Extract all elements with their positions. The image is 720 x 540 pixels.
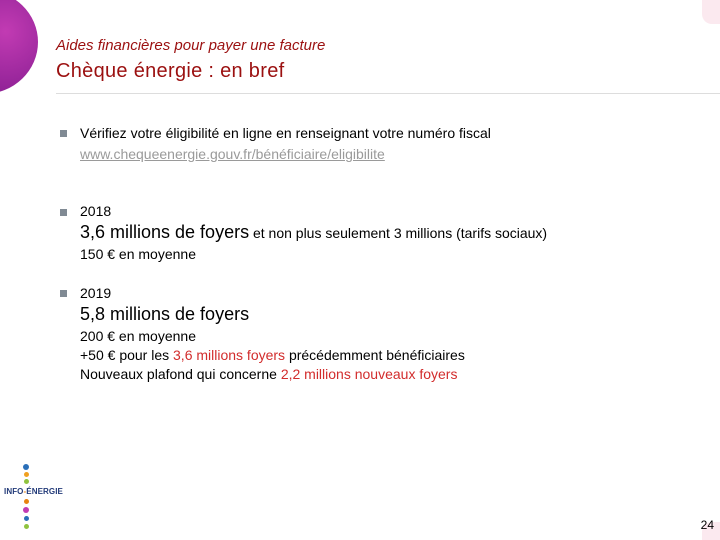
households-2018 [80, 222, 547, 243]
year-2018: 2018 [80, 203, 112, 219]
households-2018-headline: 3,6 millions de foyers [80, 222, 250, 242]
households-2018-suffix: et non plus seulement 3 millions (tarifs sociaux) [249, 225, 548, 241]
average-2018: 150 € en moyenne [80, 246, 196, 262]
households-2019-headline: 5,8 millions de foyers [80, 304, 250, 324]
logo-dot [24, 472, 29, 477]
bullet-marker [60, 290, 67, 297]
bullet-marker [60, 209, 67, 216]
page-number: 24 [700, 518, 714, 532]
average-2019: 200 € en moyenne [80, 328, 196, 344]
bullet-marker [60, 130, 67, 137]
corner-decoration-right [702, 0, 720, 24]
slide-subtitle: Aides financières pour payer une facture [56, 37, 326, 54]
logo-text: INFO-ÉNERGIE [4, 487, 63, 496]
eligibility-link[interactable]: www.chequeenergie.gouv.fr/bénéficiaire/eligibilite [80, 146, 385, 162]
increase-line [80, 347, 465, 363]
logo-dot [24, 516, 29, 521]
divider [56, 93, 720, 94]
ceiling-highlight: 2,2 millions nouveaux foyers [280, 366, 458, 382]
ceiling-line [80, 366, 457, 382]
logo-dot [23, 464, 29, 470]
info-energie-logo [4, 464, 68, 532]
logo-dot [23, 507, 29, 513]
ceiling-pre: Nouveaux plafond qui concerne [80, 366, 281, 382]
year-2019: 2019 [80, 285, 112, 301]
corner-decoration [0, 0, 38, 94]
logo-dot [24, 479, 29, 484]
logo-dot [24, 524, 29, 529]
increase-pre: +50 € pour les [80, 347, 174, 363]
increase-post: précédemment bénéficiaires [285, 347, 465, 363]
increase-highlight: 3,6 millions foyers [173, 347, 286, 363]
eligibility-text: Vérifiez votre éligibilité en ligne en renseignant votre numéro fiscal [80, 125, 491, 141]
slide-title: Chèque énergie : en bref [56, 60, 285, 82]
logo-dot [24, 499, 29, 504]
